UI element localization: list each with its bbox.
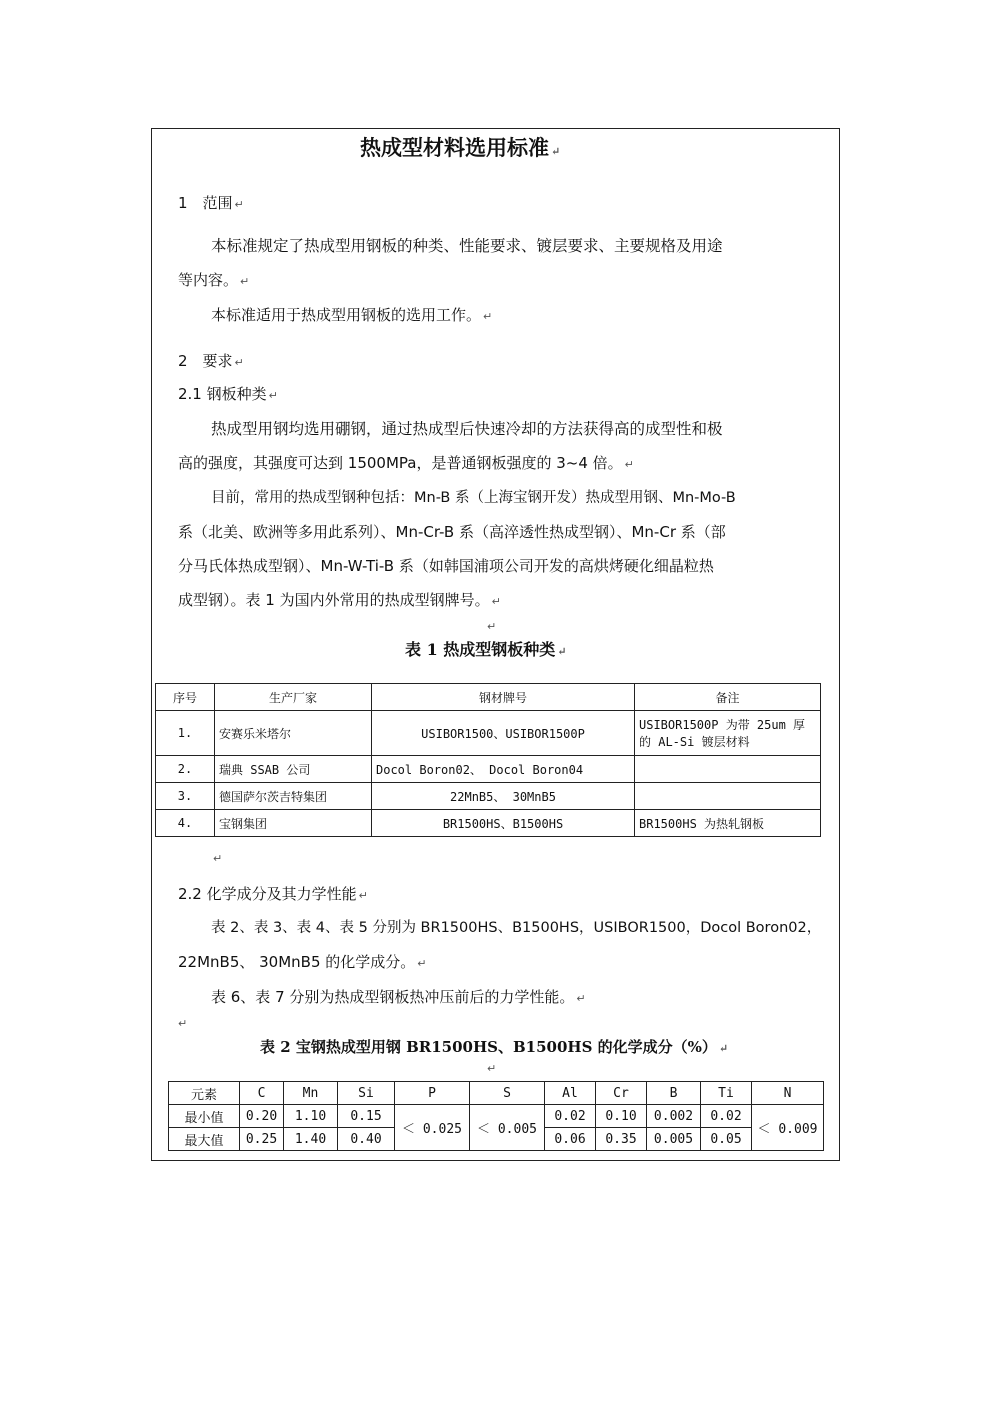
section-2-2-para-1a: 表 2、表 3、表 4、表 5 分别为 BR1500HS、B1500HS，USIBOR1500，Docol Boron02， xyxy=(211,920,822,936)
table-2-header-n: N xyxy=(752,1082,824,1105)
table-1-cell-maker: 宝钢集团 xyxy=(215,810,372,837)
section-2-2-para-2: 表 6、表 7 分别为热成型钢板热冲压前后的力学性能。 ↵ xyxy=(211,988,586,1006)
table-2-header-si: Si xyxy=(338,1082,395,1105)
table-1-cell-note: BR1500HS 为热轧钢板 xyxy=(635,810,821,837)
table-2-header-row xyxy=(169,1082,824,1105)
table-2-max-mn: 1.40 xyxy=(284,1128,338,1151)
table-1 xyxy=(155,683,821,837)
section-1-heading: 1 范围 ↵ xyxy=(178,194,244,212)
table-row xyxy=(156,783,821,810)
section-2-heading: 2 要求 ↵ xyxy=(178,352,244,370)
table-1-cell-grade: Docol Boron02、 Docol Boron04 xyxy=(372,756,635,783)
paragraph-mark: ↵ xyxy=(213,852,223,865)
table-2-header-b: B xyxy=(647,1082,701,1105)
table-2-header-element: 元素 xyxy=(169,1082,240,1105)
table-1-cell-no: 1. xyxy=(156,711,215,756)
table-1-cell-maker: 瑞典 SSAB 公司 xyxy=(215,756,372,783)
table-1-cell-grade: USIBOR1500、USIBOR1500P xyxy=(372,711,635,756)
table-1-header-row xyxy=(156,684,821,711)
table-2-p-value: ＜ 0.025 xyxy=(395,1105,470,1151)
table-2-header-c: C xyxy=(240,1082,284,1105)
section-1-para-1b: 等内容。 ↵ xyxy=(178,271,250,289)
table-1-cell-note xyxy=(635,783,821,810)
table-2-min-ti: 0.02 xyxy=(701,1105,752,1128)
table-2-max-ti: 0.05 xyxy=(701,1128,752,1151)
table-2-min-label: 最小值 xyxy=(169,1105,240,1128)
table-1-cell-grade: BR1500HS、B1500HS xyxy=(372,810,635,837)
table-1-header-note: 备注 xyxy=(635,684,821,711)
table-2-header-p: P xyxy=(395,1082,470,1105)
paragraph-mark: ↵ xyxy=(487,620,497,633)
table-1-title: 表 1 热成型钢板种类 ↵ xyxy=(405,640,567,659)
table-2-max-c: 0.25 xyxy=(240,1128,284,1151)
table-1-cell-note: USIBOR1500P 为带 25um 厚 的 AL-Si 镀层材料 xyxy=(635,711,821,756)
table-1-header-maker: 生产厂家 xyxy=(215,684,372,711)
table-2-min-al: 0.02 xyxy=(545,1105,596,1128)
section-1-para-2: 本标准适用于热成型用钢板的选用工作。 ↵ xyxy=(211,306,493,324)
table-1-cell-maker: 德国萨尔茨吉特集团 xyxy=(215,783,372,810)
paragraph-mark: ↵ xyxy=(178,1017,188,1030)
table-1-cell-no: 2. xyxy=(156,756,215,783)
paragraph-mark: ↵ xyxy=(487,1062,497,1075)
table-2-max-si: 0.40 xyxy=(338,1128,395,1151)
table-2-header-mn: Mn xyxy=(284,1082,338,1105)
table-1-cell-maker: 安赛乐米塔尔 xyxy=(215,711,372,756)
table-2-n-value: ＜ 0.009 xyxy=(752,1105,824,1151)
section-2-2-heading: 2.2 化学成分及其力学性能 ↵ xyxy=(178,885,368,903)
table-2-min-cr: 0.10 xyxy=(596,1105,647,1128)
section-2-1-para-1a: 热成型用钢均选用硼钢，通过热成型后快速冷却的方法获得高的成型性和极 xyxy=(211,420,723,438)
table-1-cell-note xyxy=(635,756,821,783)
table-2-header-s: S xyxy=(470,1082,545,1105)
table-2-max-b: 0.005 xyxy=(647,1128,701,1151)
section-2-1-para-1b: 高的强度，其强度可达到 1500MPa，是普通钢板强度的 3~4 倍。 ↵ xyxy=(178,454,634,472)
table-1-header-grade: 钢材牌号 xyxy=(372,684,635,711)
table-2-max-al: 0.06 xyxy=(545,1128,596,1151)
table-2-max-cr: 0.35 xyxy=(596,1128,647,1151)
table-row xyxy=(169,1105,824,1128)
section-1-para-1a: 本标准规定了热成型用钢板的种类、性能要求、镀层要求、主要规格及用途 xyxy=(211,237,723,255)
table-2-header-ti: Ti xyxy=(701,1082,752,1105)
table-2 xyxy=(168,1081,824,1151)
section-2-1-para-2d: 成型钢）。表 1 为国内外常用的热成型钢牌号。 ↵ xyxy=(178,591,501,609)
section-2-2-para-1b: 22MnB5、 30MnB5 的化学成分。 ↵ xyxy=(178,953,427,971)
table-2-min-si: 0.15 xyxy=(338,1105,395,1128)
table-row xyxy=(156,756,821,783)
section-2-1-para-2a: 目前，常用的热成型钢种包括：Mn-B 系（上海宝钢开发）热成型用钢、Mn-Mo-B xyxy=(211,490,736,506)
table-1-cell-no: 4. xyxy=(156,810,215,837)
section-2-1-para-2c: 分马氏体热成型钢）、Mn-W-Ti-B 系（如韩国浦项公司开发的高烘烤硬化细晶粒热 xyxy=(178,557,714,575)
section-2-1-para-2b: 系（北美、欧洲等多用此系列）、Mn-Cr-B 系（高淬透性热成型钢）、Mn-Cr 系（部 xyxy=(178,523,726,541)
table-2-title: 表 2 宝钢热成型用钢 BR1500HS、B1500HS 的化学成分（%） ↵ xyxy=(260,1038,729,1056)
table-row xyxy=(156,810,821,837)
section-2-1-heading: 2.1 钢板种类 ↵ xyxy=(178,385,278,403)
table-2-header-al: Al xyxy=(545,1082,596,1105)
document-title: 热成型材料选用标准 ↵ xyxy=(360,135,561,160)
table-2-header-cr: Cr xyxy=(596,1082,647,1105)
table-1-header-no: 序号 xyxy=(156,684,215,711)
table-2-min-b: 0.002 xyxy=(647,1105,701,1128)
table-row xyxy=(156,711,821,756)
table-1-cell-no: 3. xyxy=(156,783,215,810)
table-2-s-value: ＜ 0.005 xyxy=(470,1105,545,1151)
table-1-cell-grade: 22MnB5、 30MnB5 xyxy=(372,783,635,810)
table-2-min-c: 0.20 xyxy=(240,1105,284,1128)
table-2-min-mn: 1.10 xyxy=(284,1105,338,1128)
table-2-max-label: 最大值 xyxy=(169,1128,240,1151)
